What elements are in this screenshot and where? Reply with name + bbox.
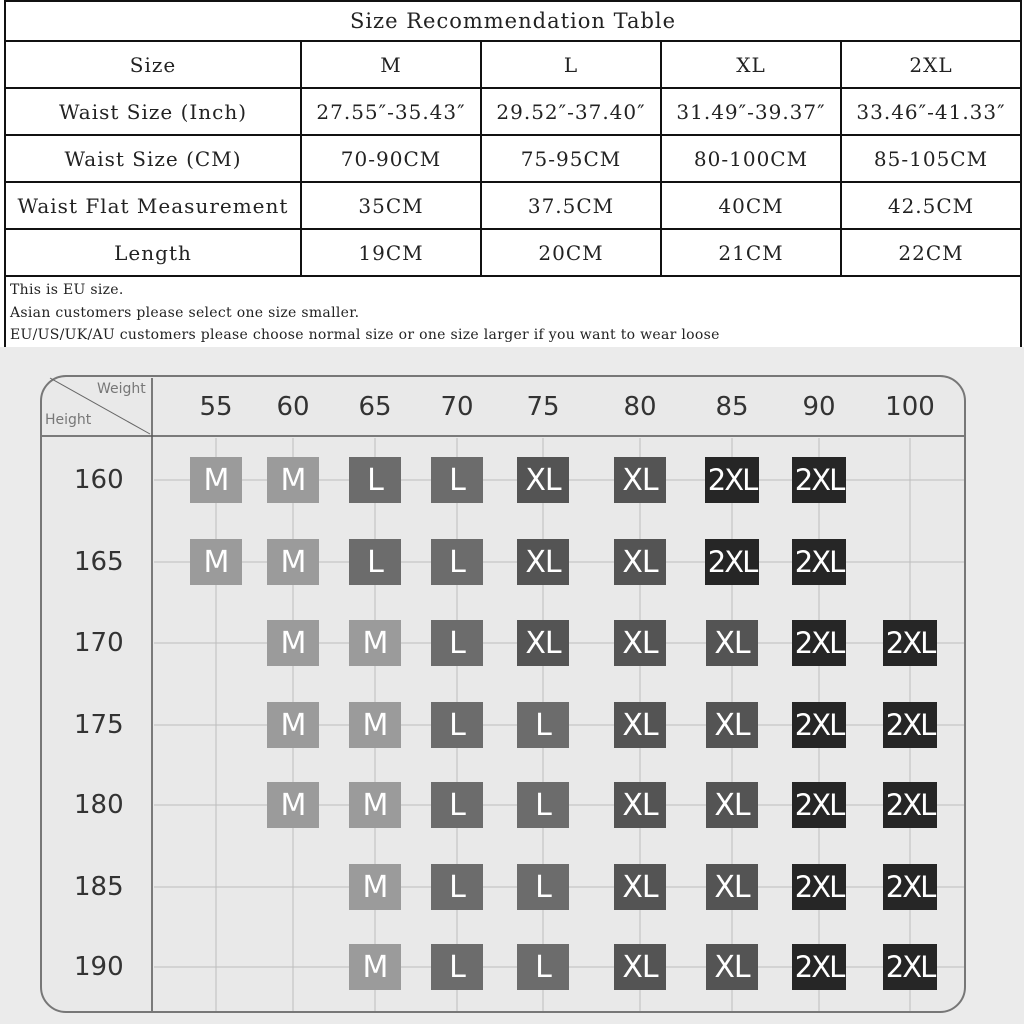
size-badge: 2XL (792, 457, 846, 503)
size-badge: L (431, 539, 483, 585)
weight-column-header: 80 (623, 392, 657, 422)
size-badge: XL (614, 944, 666, 990)
row-label: Waist Flat Measurement (5, 182, 301, 229)
size-badge: XL (517, 457, 569, 503)
note-line: Asian customers please select one size smaller. (10, 304, 360, 321)
size-badge: M (349, 620, 401, 666)
size-badge: L (431, 864, 483, 910)
size-badge: 2XL (883, 944, 937, 990)
size-badge: M (349, 702, 401, 748)
weight-column-header: 70 (440, 392, 474, 422)
size-badge: L (517, 944, 569, 990)
size-badge: L (431, 457, 483, 503)
table-cell: 42.5CM (841, 182, 1021, 229)
size-badge: L (349, 539, 401, 585)
size-badge: L (517, 782, 569, 828)
size-badge: XL (517, 539, 569, 585)
table-cell: 19CM (301, 229, 481, 276)
size-badge: 2XL (792, 539, 846, 585)
weight-column-header: 65 (358, 392, 392, 422)
size-badge: L (517, 702, 569, 748)
size-badge: M (349, 864, 401, 910)
row-label: Waist Size (CM) (5, 135, 301, 182)
note-line: This is EU size. (10, 282, 124, 298)
height-row-header: 185 (74, 872, 124, 902)
header-cell: L (481, 41, 661, 88)
size-badge: 2XL (792, 864, 846, 910)
size-badge: XL (614, 457, 666, 503)
weight-column-header: 90 (802, 392, 836, 422)
size-badge: L (431, 782, 483, 828)
size-badge: XL (706, 782, 758, 828)
weight-column-header: 55 (199, 392, 233, 422)
table-cell: 40CM (661, 182, 841, 229)
size-badge: L (349, 457, 401, 503)
table-title: Size Recommendation Table (5, 1, 1021, 41)
size-badge: XL (614, 864, 666, 910)
row-label: Length (5, 229, 301, 276)
height-axis-label: Height (45, 412, 92, 428)
size-badge: 2XL (883, 782, 937, 828)
size-badge: 2XL (883, 702, 937, 748)
table-cell: 35CM (301, 182, 481, 229)
header-cell: 2XL (841, 41, 1021, 88)
header-cell: M (301, 41, 481, 88)
table-cell: 20CM (481, 229, 661, 276)
weight-axis-label: Weight (97, 381, 146, 397)
size-badge: M (267, 782, 319, 828)
size-badge: XL (614, 702, 666, 748)
size-badge: L (517, 864, 569, 910)
size-badge: M (267, 539, 319, 585)
size-badge: 2XL (792, 620, 846, 666)
size-badge: M (267, 620, 319, 666)
size-badge: M (349, 944, 401, 990)
size-badge: XL (517, 620, 569, 666)
height-row-header: 190 (74, 952, 124, 982)
size-badge: XL (706, 944, 758, 990)
row-label: Waist Size (Inch) (5, 88, 301, 135)
weight-column-header: 85 (715, 392, 749, 422)
table-cell: 27.55″-35.43″ (301, 88, 481, 135)
size-badge: M (190, 457, 242, 503)
weight-column-header: 100 (885, 392, 935, 422)
size-badge: XL (706, 620, 758, 666)
size-badge: XL (706, 864, 758, 910)
height-row-header: 175 (74, 710, 124, 740)
size-badge: 2XL (792, 944, 846, 990)
height-row-header: 180 (74, 790, 124, 820)
size-badge: L (431, 620, 483, 666)
header-cell: XL (661, 41, 841, 88)
size-badge: XL (614, 620, 666, 666)
size-badge: XL (614, 539, 666, 585)
size-badge: 2XL (883, 620, 937, 666)
table-cell: 85-105CM (841, 135, 1021, 182)
table-cell: 70-90CM (301, 135, 481, 182)
size-badge: 2XL (792, 782, 846, 828)
size-badge: XL (706, 702, 758, 748)
height-row-header: 160 (74, 465, 124, 495)
weight-column-header: 75 (526, 392, 560, 422)
note-line: EU/US/UK/AU customers please choose normal size or one size larger if you want to wear loose (10, 327, 720, 343)
table-cell: 37.5CM (481, 182, 661, 229)
size-badge: M (267, 702, 319, 748)
table-cell: 22CM (841, 229, 1021, 276)
size-badge: L (431, 944, 483, 990)
table-cell: 31.49″-39.37″ (661, 88, 841, 135)
height-row-header: 165 (74, 547, 124, 577)
table-cell: 75-95CM (481, 135, 661, 182)
size-badge: M (349, 782, 401, 828)
size-badge: M (190, 539, 242, 585)
table-cell: 29.52″-37.40″ (481, 88, 661, 135)
table-cell: 33.46″-41.33″ (841, 88, 1021, 135)
size-badge: L (431, 702, 483, 748)
size-badge: XL (614, 782, 666, 828)
header-cell: Size (5, 41, 301, 88)
size-badge: 2XL (705, 539, 759, 585)
size-badge: 2XL (705, 457, 759, 503)
weight-column-header: 60 (276, 392, 310, 422)
height-row-header: 170 (74, 628, 124, 658)
table-cell: 80-100CM (661, 135, 841, 182)
size-badge: M (267, 457, 319, 503)
size-badge: 2XL (883, 864, 937, 910)
table-cell: 21CM (661, 229, 841, 276)
size-badge: 2XL (792, 702, 846, 748)
